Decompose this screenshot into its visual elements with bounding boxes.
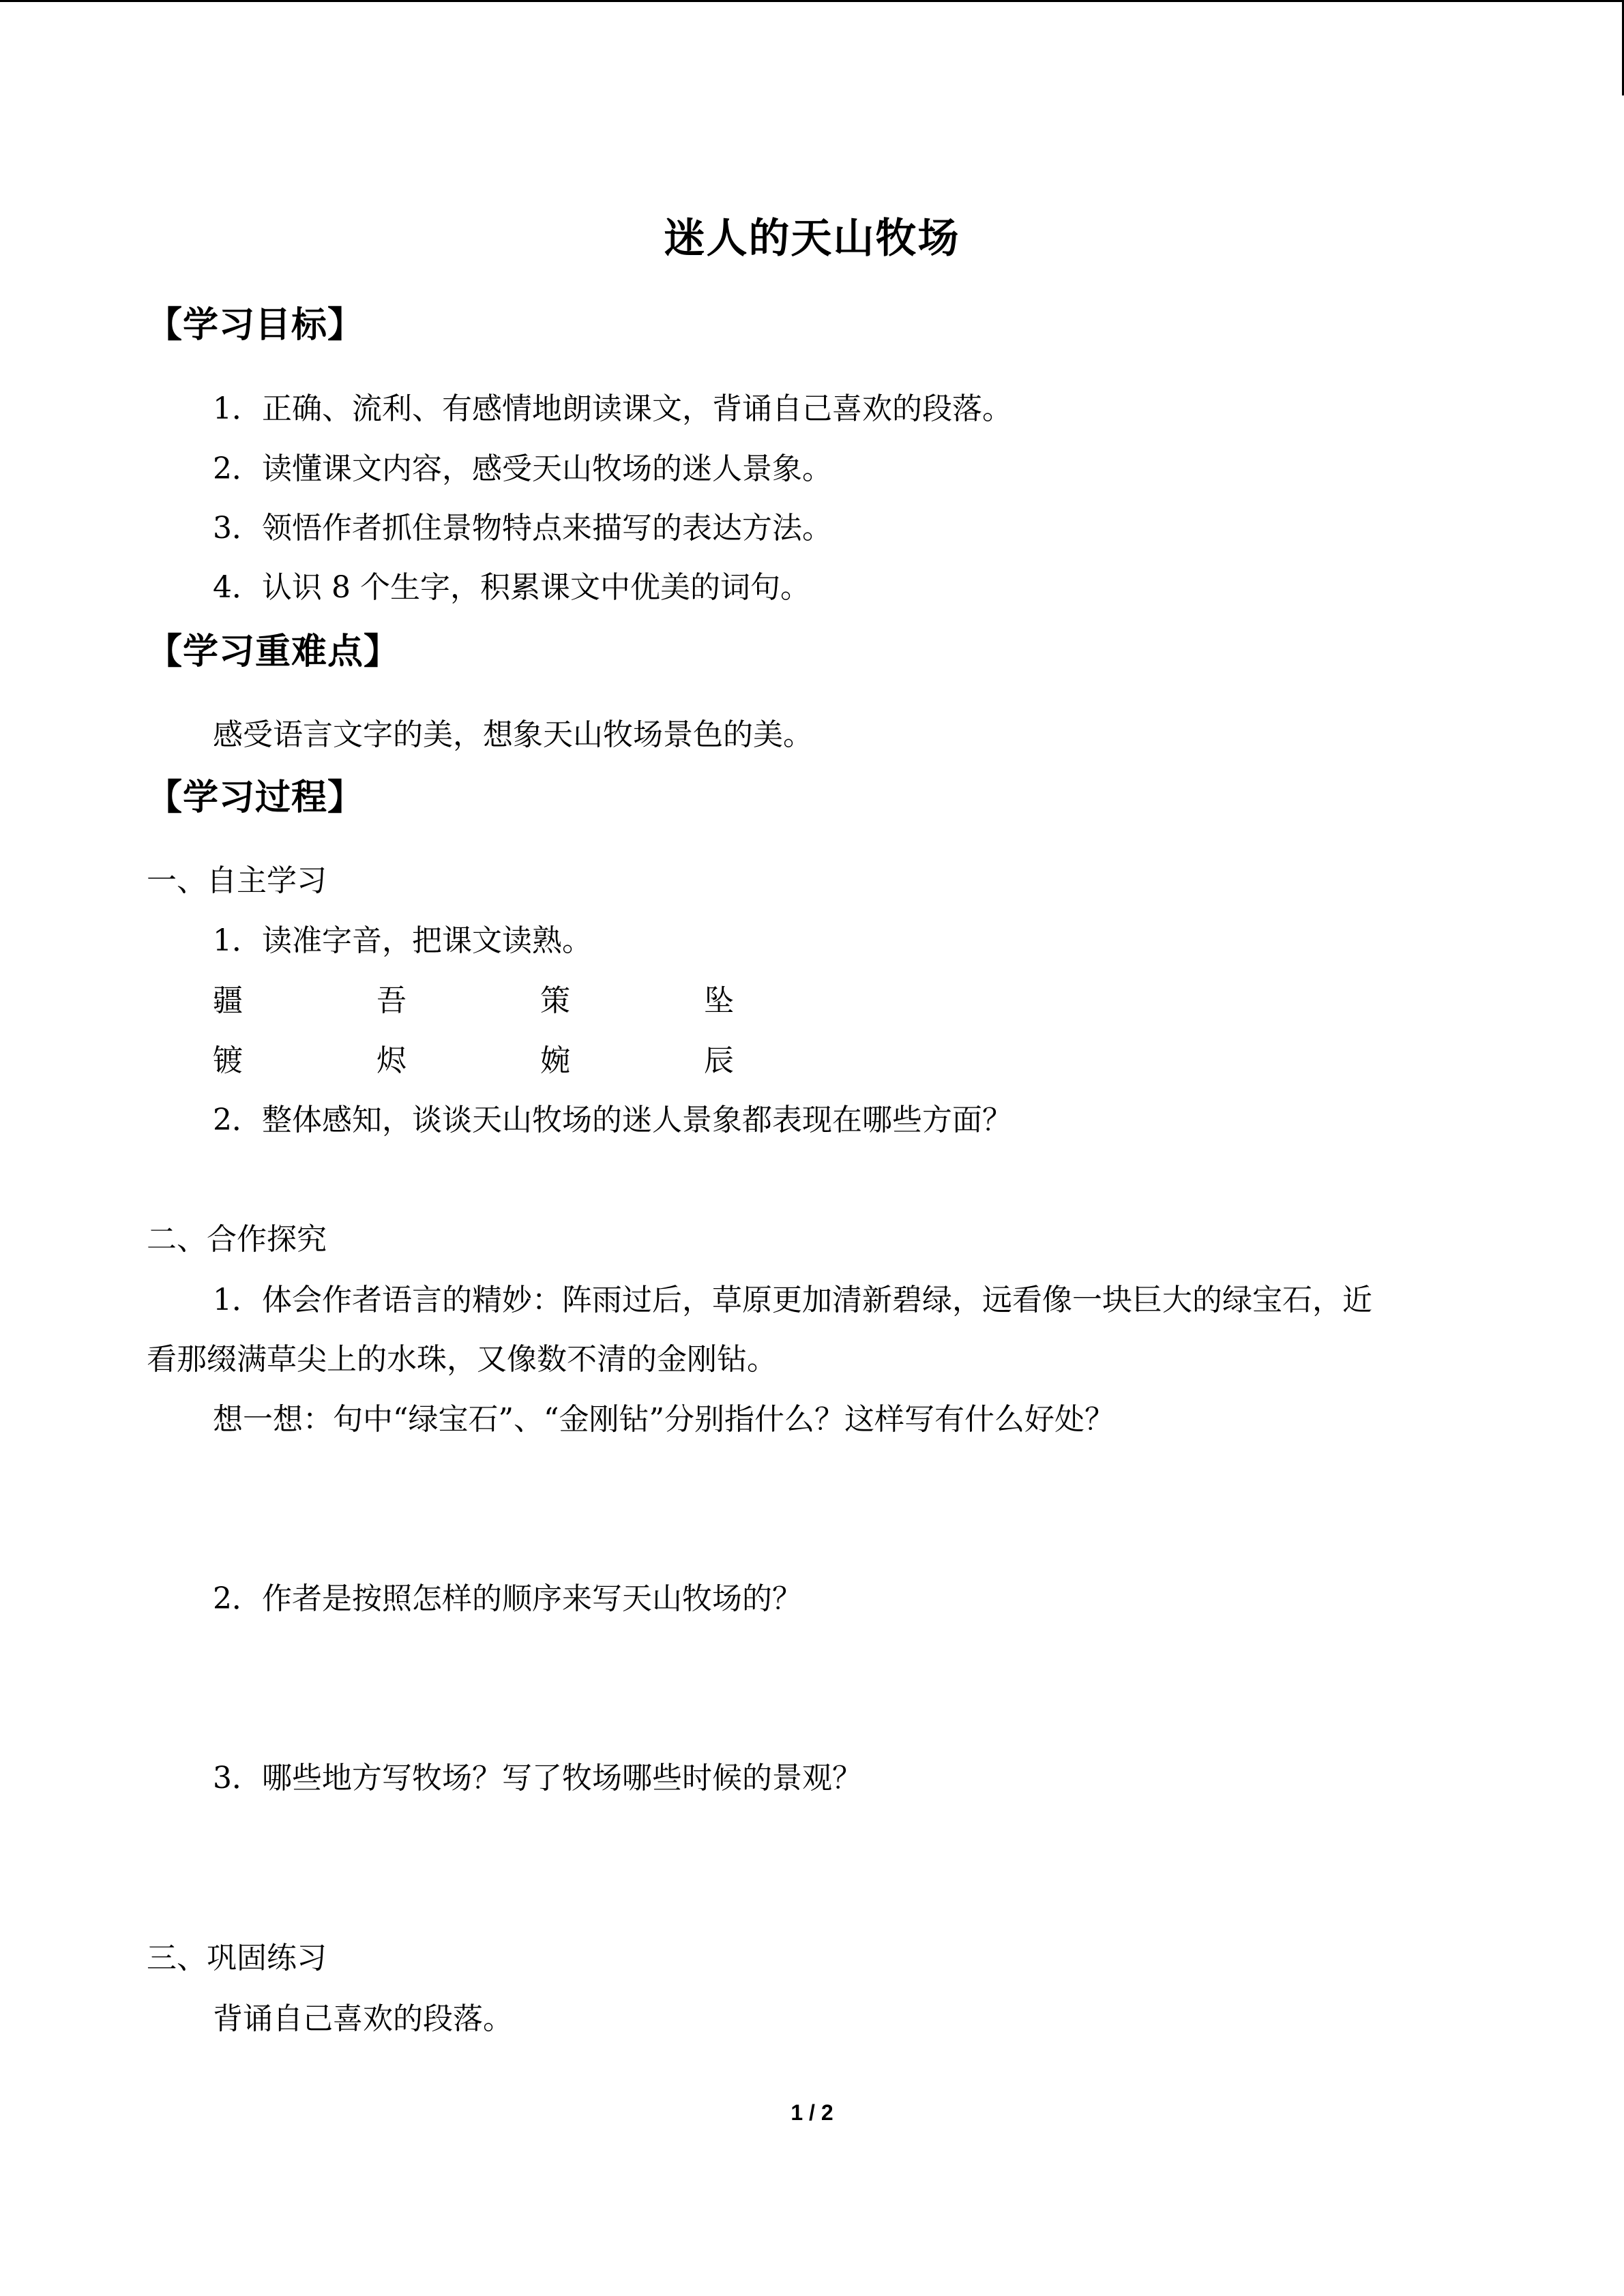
part1-title: 一、自主学习	[147, 863, 327, 898]
goal-item-4: 4．认识 8 个生字，积累课文中优美的词句。	[213, 570, 810, 605]
part3-text: 背诵自己喜欢的段落。	[213, 2001, 513, 2036]
part2-question-2: 2．作者是按照怎样的顺序来写天山牧场的？	[213, 1581, 802, 1616]
character-row-2	[213, 1039, 895, 1083]
top-border-line	[0, 0, 1624, 2]
part2-question-1-line-2: 看那缀满草尖上的水珠，又像数不清的金刚钻。	[147, 1342, 777, 1377]
focus-text: 感受语言文字的美，想象天山牧场景色的美。	[213, 717, 813, 752]
part2-question-1-think: 想一想：句中“绿宝石”、“金刚钻”分别指什么？这样写有什么好处？	[213, 1402, 1114, 1437]
page-title: 迷人的天山牧场	[664, 215, 960, 263]
character-item: 镀	[213, 1043, 243, 1078]
character-item: 吾	[377, 983, 407, 1018]
character-item: 婉	[540, 1043, 570, 1078]
focus-heading: 【学习重难点】	[147, 631, 400, 672]
part2-question-3: 3．哪些地方写牧场？写了牧场哪些时候的景观？	[213, 1761, 862, 1795]
goal-item-3: 3．领悟作者抓住景物特点来描写的表达方法。	[213, 511, 832, 546]
goal-item-1: 1．正确、流利、有感情地朗读课文，背诵自己喜欢的段落。	[213, 391, 1012, 426]
character-item: 策	[540, 983, 570, 1018]
part1-question-1: 1．读准字音，把课文读熟。	[213, 923, 592, 958]
goals-heading: 【学习目标】	[147, 304, 364, 346]
character-item: 坠	[704, 983, 734, 1018]
part2-question-1-line-1: 1．体会作者语言的精妙：阵雨过后，草原更加清新碧绿，远看像一块巨大的绿宝石，近	[213, 1283, 1372, 1317]
character-row-1	[213, 979, 895, 1023]
part1-question-2: 2．整体感知，谈谈天山牧场的迷人景象都表现在哪些方面？	[213, 1103, 1012, 1137]
part3-title: 三、巩固练习	[147, 1941, 327, 1976]
process-heading: 【学习过程】	[147, 777, 364, 818]
page-number: 1 / 2	[791, 2100, 833, 2125]
goal-item-2: 2．读懂课文内容，感受天山牧场的迷人景象。	[213, 451, 832, 486]
part2-title: 二、合作探究	[147, 1222, 327, 1257]
character-item: 辰	[704, 1043, 734, 1078]
character-item: 烬	[377, 1043, 407, 1078]
character-item: 疆	[213, 983, 243, 1018]
